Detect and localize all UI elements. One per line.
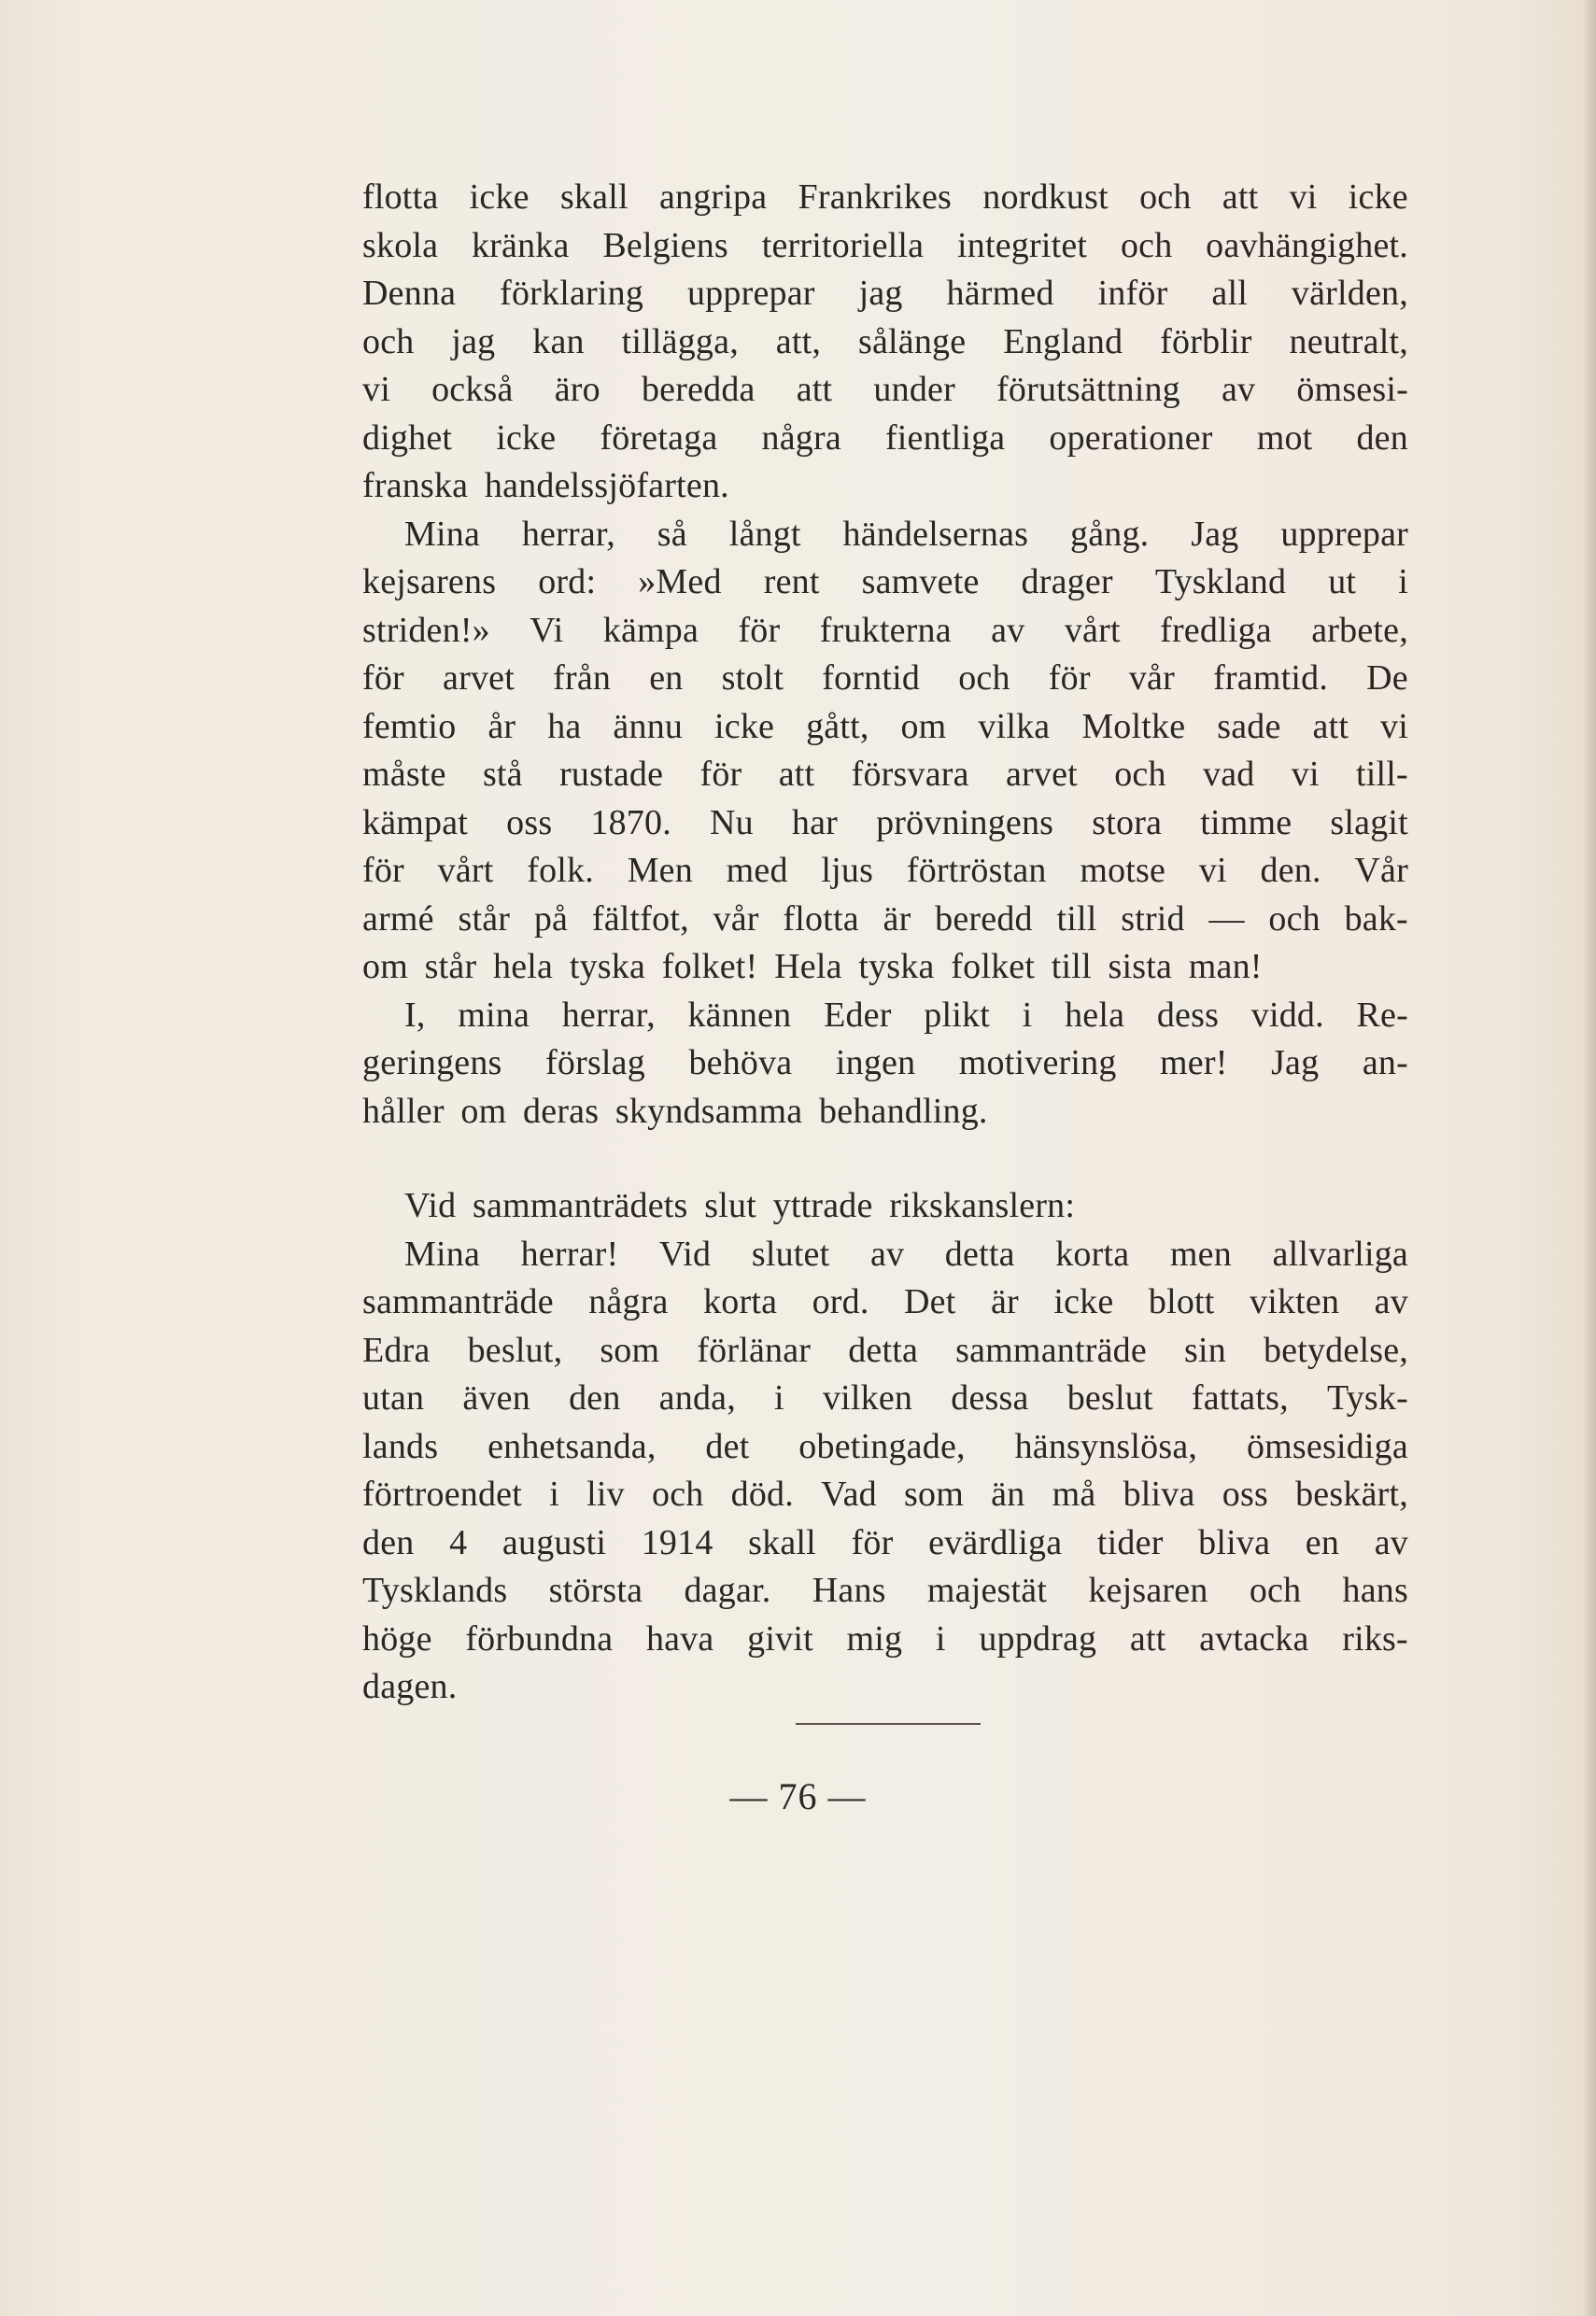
text-line (362, 1039, 1408, 1088)
section-divider (796, 1723, 981, 1725)
word: Moltke (1081, 706, 1186, 746)
word: i (549, 1475, 559, 1514)
word: frukterna (819, 610, 952, 650)
word: vårt (437, 851, 494, 890)
word: Mina (404, 1234, 481, 1274)
text-line (362, 1519, 1408, 1568)
word: för (851, 1522, 894, 1562)
word: sålänge (857, 321, 967, 361)
word: beslut, (467, 1330, 563, 1370)
word: och (362, 321, 415, 361)
word: folk. (527, 851, 594, 890)
word: i (1022, 995, 1033, 1035)
word: kejsarens (362, 562, 497, 601)
text-line (362, 415, 1408, 463)
word: förbundna (465, 1618, 614, 1659)
word: Tysk- (1326, 1378, 1408, 1418)
word: samvete (861, 562, 980, 601)
word: upprepar (1280, 514, 1408, 554)
word: förlänar (697, 1330, 812, 1370)
word: även (462, 1378, 530, 1418)
word: Eder (824, 995, 892, 1035)
word: förblir (1160, 321, 1252, 361)
paragraph (362, 511, 1408, 992)
word: operationer (1049, 417, 1213, 458)
word: nordkust (982, 177, 1109, 217)
word: majestät (926, 1571, 1048, 1610)
word: till- (1356, 755, 1408, 794)
word: under (873, 370, 955, 409)
word: fattats, (1191, 1378, 1289, 1418)
word: armé (362, 898, 434, 939)
word: blott (1148, 1282, 1215, 1321)
word: stora (1092, 802, 1163, 842)
word: framtid. (1213, 658, 1329, 698)
word: gått, (806, 706, 869, 746)
word: territoriella (761, 225, 925, 265)
word: Frankrikes (798, 177, 953, 217)
word: lands (362, 1426, 439, 1466)
text-line: dagen. (362, 1667, 458, 1706)
word: för (362, 658, 404, 698)
word: mot (1256, 417, 1313, 458)
word: sammanträde (955, 1330, 1147, 1370)
page-edge-shadow (1583, 0, 1596, 2316)
word: kämpat (362, 802, 469, 842)
word: jag (858, 274, 903, 313)
word: uppdrag (979, 1618, 1097, 1659)
word: hans (1342, 1571, 1408, 1610)
word: slutet (751, 1234, 830, 1274)
word: äro (554, 370, 600, 409)
word: av (1374, 1282, 1408, 1321)
text-line (362, 558, 1408, 607)
word: betydelse, (1263, 1330, 1408, 1370)
word: skola (362, 225, 439, 265)
word: drager (1021, 562, 1113, 601)
word: avtacka (1199, 1618, 1309, 1659)
word: vi (1289, 177, 1318, 217)
word: hela (1065, 995, 1125, 1035)
word: den (569, 1378, 621, 1418)
word: förtröstan (906, 851, 1047, 890)
text-line (362, 511, 1408, 559)
paragraph (362, 1182, 1408, 1231)
word: Vi (530, 610, 564, 650)
word: icke (1348, 177, 1408, 217)
word: Nu (709, 802, 754, 842)
word: rustade (559, 755, 664, 794)
word: augusti (501, 1522, 607, 1562)
word: slagit (1330, 802, 1408, 842)
word: an- (1362, 1043, 1408, 1082)
word: prövningens (876, 802, 1054, 842)
word: England (1003, 321, 1123, 361)
word: »Med (638, 562, 722, 601)
text-line: franska handelssjöfarten. (362, 466, 729, 505)
word: korta (1055, 1234, 1130, 1274)
word: om (900, 706, 947, 746)
word: oss (506, 802, 553, 842)
text-line (362, 655, 1408, 703)
word: hänsynslösa, (1014, 1426, 1198, 1466)
word: och (652, 1475, 704, 1514)
word: utan (362, 1378, 425, 1418)
word: till (1056, 898, 1097, 939)
word: en (649, 658, 684, 698)
text-line (362, 1616, 1408, 1664)
word: gång. (1070, 514, 1150, 554)
word: Vad (821, 1475, 877, 1514)
word: rent (763, 562, 820, 601)
word: vikten (1250, 1282, 1340, 1321)
word: inför (1097, 274, 1168, 313)
word: Vid (658, 1234, 712, 1274)
word: är (990, 1282, 1019, 1321)
word: I, (404, 995, 426, 1035)
word: plikt (924, 995, 990, 1035)
word: vi (1380, 706, 1408, 746)
word: några (761, 417, 841, 458)
word: hava (645, 1618, 714, 1659)
word: i (1398, 562, 1408, 601)
word: också (431, 370, 514, 409)
word: världen, (1291, 274, 1408, 313)
text-line (362, 318, 1408, 367)
word: händelsernas (842, 514, 1029, 554)
word: herrar! (520, 1234, 619, 1274)
word: behöva (688, 1043, 793, 1082)
word: må (1052, 1475, 1096, 1514)
word: kan (532, 321, 585, 361)
word: kämpa (602, 610, 699, 650)
word: som (904, 1475, 964, 1514)
word: detta (944, 1234, 1015, 1274)
word: en (1305, 1522, 1340, 1562)
word: oavhängighet. (1206, 225, 1408, 265)
word: av (1374, 1522, 1408, 1562)
word: förutsättning (996, 370, 1180, 409)
word: beslut (1066, 1378, 1153, 1418)
text-line (362, 222, 1408, 271)
word: står (458, 898, 511, 939)
word: fältfot, (591, 898, 689, 939)
word: för (1048, 658, 1091, 698)
word: stolt (721, 658, 784, 698)
word: och (1114, 755, 1166, 794)
word: har (791, 802, 839, 842)
word: Edra (362, 1330, 431, 1370)
word: dess (1156, 995, 1220, 1035)
word: att (1222, 177, 1259, 217)
word: herrar, (521, 514, 615, 554)
word: vi (1291, 755, 1320, 794)
word: och (958, 658, 1010, 698)
word: och (1139, 177, 1192, 217)
word: enhetsanda, (487, 1426, 657, 1466)
word: att, (775, 321, 822, 361)
word: så (657, 514, 687, 554)
paragraph (362, 992, 1408, 1137)
word: — (1208, 898, 1245, 939)
word: kejsaren (1088, 1571, 1208, 1610)
text-line (362, 1471, 1408, 1519)
word: integritet (956, 225, 1088, 265)
word: på (533, 898, 569, 939)
word: icke (714, 706, 775, 746)
word: och (1249, 1571, 1302, 1610)
word: kränka (471, 225, 570, 265)
word: höge (362, 1618, 432, 1659)
word: för (738, 610, 781, 650)
word: De (1366, 658, 1408, 698)
word: 4 (449, 1522, 468, 1562)
word: fientliga (884, 417, 1006, 458)
word: för (699, 755, 742, 794)
paragraph-gap (362, 1136, 1408, 1182)
word: som (600, 1330, 660, 1370)
word: ännu (613, 706, 684, 746)
word: flotta (362, 177, 439, 217)
body-text (362, 174, 1408, 1712)
word: Men (627, 851, 693, 890)
word: Jag (1271, 1043, 1320, 1082)
word: måste (362, 755, 446, 794)
word: evärdliga (928, 1522, 1063, 1562)
word: av (991, 610, 1025, 650)
text-line: håller om deras skyndsamma behandling. (362, 1091, 988, 1131)
word: vilka (978, 706, 1051, 746)
word: beskärt, (1295, 1475, 1408, 1514)
text-line (362, 1278, 1408, 1327)
text-line (362, 270, 1408, 318)
word: skall (748, 1522, 816, 1562)
word: ha (547, 706, 582, 746)
text-line (362, 1327, 1408, 1376)
word: att (1312, 706, 1349, 746)
word: mig (846, 1618, 903, 1659)
word: beredda (641, 370, 756, 409)
word: den (1356, 417, 1408, 458)
word: ord: (538, 562, 597, 601)
word: dessa (951, 1378, 1029, 1418)
word: och (1120, 225, 1173, 265)
word: geringens (362, 1043, 502, 1082)
word: fredliga (1160, 610, 1272, 650)
word: kännen (687, 995, 792, 1035)
page-number: — 76 — (729, 1775, 867, 1817)
text-line (362, 751, 1408, 799)
text-line (362, 896, 1408, 944)
word: bliva (1198, 1522, 1271, 1562)
word: vår (1128, 658, 1175, 698)
word: angripa (658, 177, 768, 217)
text-line (362, 847, 1408, 896)
paragraph (362, 174, 1408, 511)
word: för (362, 851, 404, 890)
word: Tyskland (1154, 562, 1287, 601)
word: arvet (1005, 755, 1078, 794)
word: stå (482, 755, 523, 794)
word: är (883, 898, 911, 939)
word: vår (713, 898, 759, 939)
word: försvara (851, 755, 969, 794)
text-line (362, 1423, 1408, 1472)
text-line (362, 174, 1408, 222)
word: obetingade, (798, 1426, 966, 1466)
word: Belgiens (602, 225, 728, 265)
word: liv (586, 1475, 625, 1514)
word: riks- (1342, 1618, 1408, 1659)
word: företaga (600, 417, 718, 458)
word: död. (730, 1475, 794, 1514)
word: motse (1080, 851, 1166, 890)
text-line (362, 1375, 1408, 1423)
word: icke (496, 417, 557, 458)
word: femtio (362, 706, 457, 746)
word: jag (451, 321, 496, 361)
word: mina (458, 995, 530, 1035)
word: dighet (362, 417, 453, 458)
word: långt (728, 514, 801, 554)
word: sammanträde (362, 1282, 554, 1321)
word: att (778, 755, 815, 794)
word: ingen (835, 1043, 916, 1082)
word: bliva (1123, 1475, 1195, 1514)
word: i (774, 1378, 784, 1418)
word: 1870. (590, 802, 671, 842)
word: forntid (822, 658, 921, 698)
word: vi (362, 370, 390, 409)
word: skall (559, 177, 629, 217)
text-line (362, 366, 1408, 415)
word: av (1221, 370, 1256, 409)
word: Denna (362, 274, 457, 313)
word: Hans (812, 1571, 886, 1610)
word: av (869, 1234, 905, 1274)
text-line (362, 1567, 1408, 1616)
word: allvarliga (1272, 1234, 1408, 1274)
word: år (487, 706, 516, 746)
word: från (553, 658, 612, 698)
word: neutralt, (1289, 321, 1408, 361)
word: i (935, 1618, 946, 1659)
text-line (362, 703, 1408, 752)
word: den. (1260, 851, 1321, 890)
word: största (548, 1571, 643, 1610)
word: den (362, 1522, 415, 1562)
word: 1914 (641, 1522, 713, 1562)
word: korta (703, 1282, 778, 1321)
word: arvet (443, 658, 515, 698)
text-line (362, 992, 1408, 1040)
word: vårt (1064, 610, 1121, 650)
word: sin (1183, 1330, 1226, 1370)
word: men (1169, 1234, 1232, 1274)
word: härmed (946, 274, 1054, 313)
word: ut (1328, 562, 1357, 601)
word: sade (1217, 706, 1281, 746)
word: förtroendet (362, 1475, 523, 1514)
word: vi (1198, 851, 1227, 890)
word: herrar, (561, 995, 656, 1035)
word: striden!» (362, 610, 490, 650)
word: Re- (1356, 995, 1408, 1035)
word: ord. (812, 1282, 869, 1321)
word: Tysklands (362, 1571, 508, 1610)
word: vilken (822, 1378, 913, 1418)
word: beredd (935, 898, 1033, 939)
word: förslag (545, 1043, 645, 1082)
word: ömsesi- (1296, 370, 1408, 409)
text-line: om står hela tyska folket! Hela tyska folket till sista man! (362, 947, 1263, 986)
text-line (362, 607, 1408, 656)
word: anda, (658, 1378, 736, 1418)
word: förklaring (500, 274, 644, 313)
word: bak- (1344, 898, 1408, 939)
word: att (1129, 1618, 1166, 1659)
word: strid (1121, 898, 1185, 939)
word: Vår (1354, 851, 1408, 890)
word: motivering (958, 1043, 1117, 1082)
word: och (1268, 898, 1321, 939)
word: givit (747, 1618, 813, 1659)
word: vidd. (1250, 995, 1324, 1035)
word: med (726, 851, 788, 890)
word: upprepar (686, 274, 815, 313)
word: tillägga, (621, 321, 739, 361)
word: Det (904, 1282, 956, 1321)
word: arbete, (1311, 610, 1408, 650)
text-line (362, 799, 1408, 848)
word: timme (1200, 802, 1292, 842)
word: Jag (1191, 514, 1239, 554)
word: flotta (783, 898, 859, 939)
word: detta (848, 1330, 919, 1370)
word: dagar. (684, 1571, 771, 1610)
word: oss (1222, 1475, 1268, 1514)
paragraph (362, 1231, 1408, 1712)
word: ömsesidiga (1246, 1426, 1408, 1466)
word: icke (469, 177, 530, 217)
text-line (362, 1231, 1408, 1279)
word: ljus (821, 851, 874, 890)
word: några (588, 1282, 669, 1321)
word: mer! (1160, 1043, 1228, 1082)
word: icke (1053, 1282, 1114, 1321)
word: tider (1096, 1522, 1164, 1562)
word: det (705, 1426, 750, 1466)
word: än (991, 1475, 1025, 1514)
word: Mina (404, 514, 481, 554)
text-line: Vid sammanträdets slut yttrade rikskanslern: (404, 1186, 1076, 1225)
word: vad (1203, 755, 1255, 794)
word: all (1211, 274, 1248, 313)
word: att (796, 370, 833, 409)
